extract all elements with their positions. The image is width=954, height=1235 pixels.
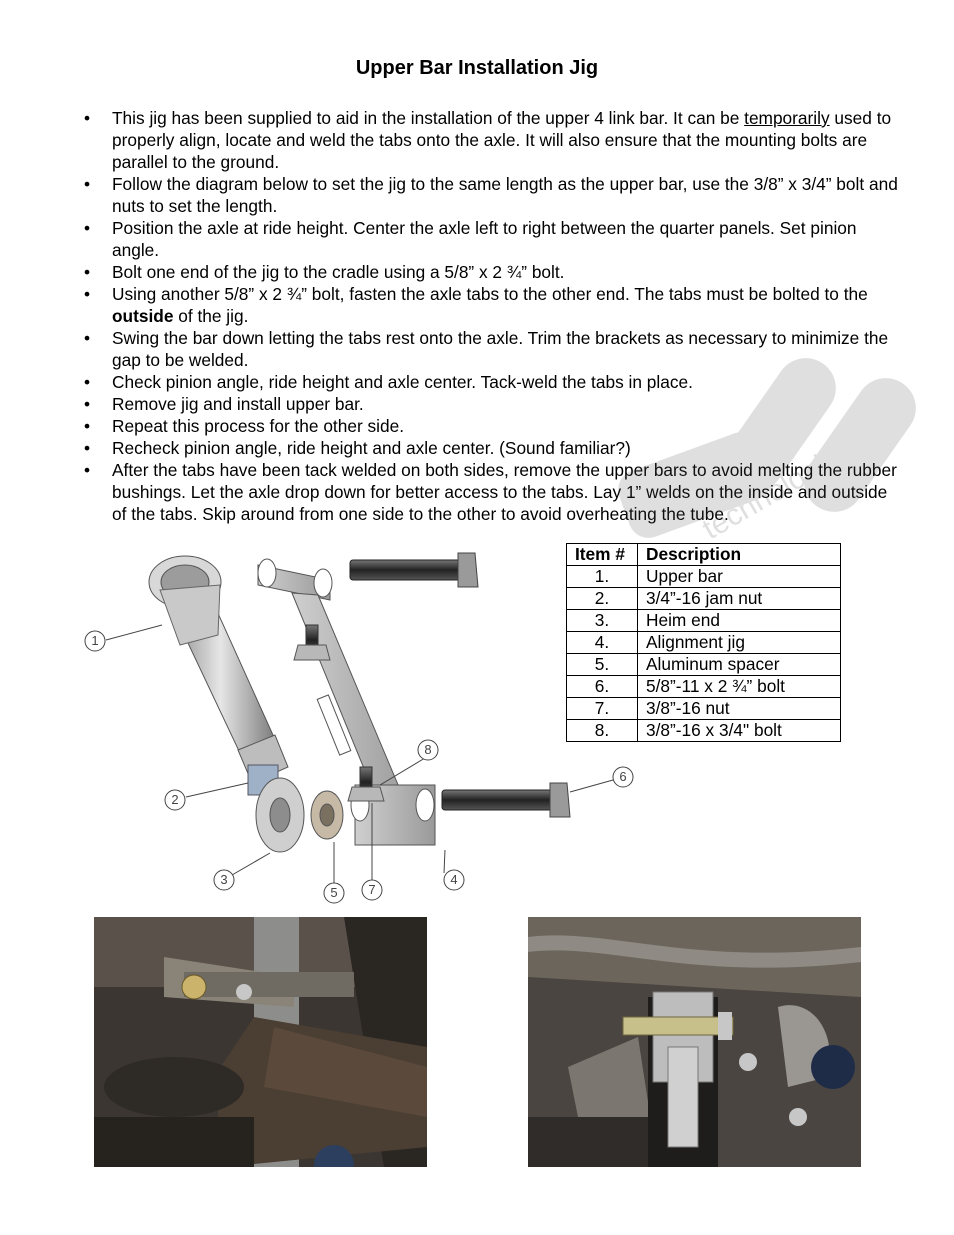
- svg-text:6: 6: [619, 769, 627, 784]
- table-row: 2. 3/4”-16 jam nut: [567, 588, 841, 610]
- step-item: • Recheck pinion angle, ride height and axle center. (Sound familiar?): [84, 437, 904, 459]
- installation-photo-right: [528, 917, 861, 1167]
- heim-end: [248, 765, 304, 852]
- table-row: 8. 3/8”-16 x 3/4" bolt: [567, 720, 841, 742]
- header-item-num: Item #: [567, 544, 638, 566]
- header-description: Description: [638, 544, 841, 566]
- table-row: 6. 5/8”-11 x 2 ¾” bolt: [567, 676, 841, 698]
- callout-1: [85, 625, 162, 651]
- step-item: • Swing the bar down letting the tabs rest onto the axle. Trim the brackets as necessary to minimize the gap to be welded.: [84, 327, 904, 371]
- step-item: • Check pinion angle, ride height and axle center. Tack-weld the tabs in place.: [84, 371, 904, 393]
- step-item: • This jig has been supplied to aid in the installation of the upper 4 link bar. It can be temporarily used to properly align, locate and weld the tabs onto the axle. It will also ensure that the mounting bolts are parallel to the ground.: [84, 107, 904, 173]
- table-row: 3. Heim end: [567, 610, 841, 632]
- svg-text:2: 2: [171, 792, 179, 807]
- parts-table: [566, 543, 841, 742]
- svg-text:technologies: technologies: [697, 433, 860, 547]
- callout-5: [324, 842, 344, 903]
- table-row: 1. Upper bar: [567, 566, 841, 588]
- callout-2: [165, 783, 248, 810]
- step-item: • Position the axle at ride height. Center the axle left to right between the quarter panels. Set pinion angle.: [84, 217, 904, 261]
- aluminum-spacer: [311, 791, 343, 839]
- step-item: • Repeat this process for the other side.: [84, 415, 904, 437]
- step-item: • Follow the diagram below to set the jig to the same length as the upper bar, use the 3/8” x 3/4” bolt and nuts to set the length.: [84, 173, 904, 217]
- table-row: 4. Alignment jig: [567, 632, 841, 654]
- svg-text:5: 5: [330, 885, 338, 900]
- svg-text:3: 3: [220, 872, 228, 887]
- page-title: Upper Bar Installation Jig: [355, 57, 599, 79]
- table-header-row: [567, 544, 841, 566]
- callout-6: [570, 767, 633, 792]
- svg-text:4: 4: [450, 872, 458, 887]
- instruction-list: [84, 107, 904, 525]
- step-item: • Remove jig and install upper bar.: [84, 393, 904, 415]
- table-row: 5. Aluminum spacer: [567, 654, 841, 676]
- upper-bolt: [350, 553, 478, 587]
- step-item: • After the tabs have been tack welded on both sides, remove the upper bars to avoid melting the rubber bushings. Let the axle drop down for better access to the tabs. Lay 1” welds on the inside and outside of the tabs. Skip around from one side to the other to avoid overheating the tube.: [84, 459, 904, 525]
- svg-text:7: 7: [368, 882, 376, 897]
- upper-bar: [149, 556, 282, 770]
- installation-photo-left: [94, 917, 427, 1167]
- lower-bolt: [442, 783, 570, 817]
- svg-text:1: 1: [91, 633, 99, 648]
- table-row: 7. 3/8”-16 nut: [567, 698, 841, 720]
- callout-4: [444, 850, 464, 890]
- step-item: • Bolt one end of the jig to the cradle using a 5/8” x 2 ¾” bolt.: [84, 261, 904, 283]
- step-item: • Using another 5/8” x 2 ¾” bolt, fasten the axle tabs to the other end. The tabs must be bolted to the outside of the jig.: [84, 283, 904, 327]
- callout-3: [214, 853, 270, 890]
- svg-text:8: 8: [424, 742, 432, 757]
- parts-diagram: [70, 545, 650, 910]
